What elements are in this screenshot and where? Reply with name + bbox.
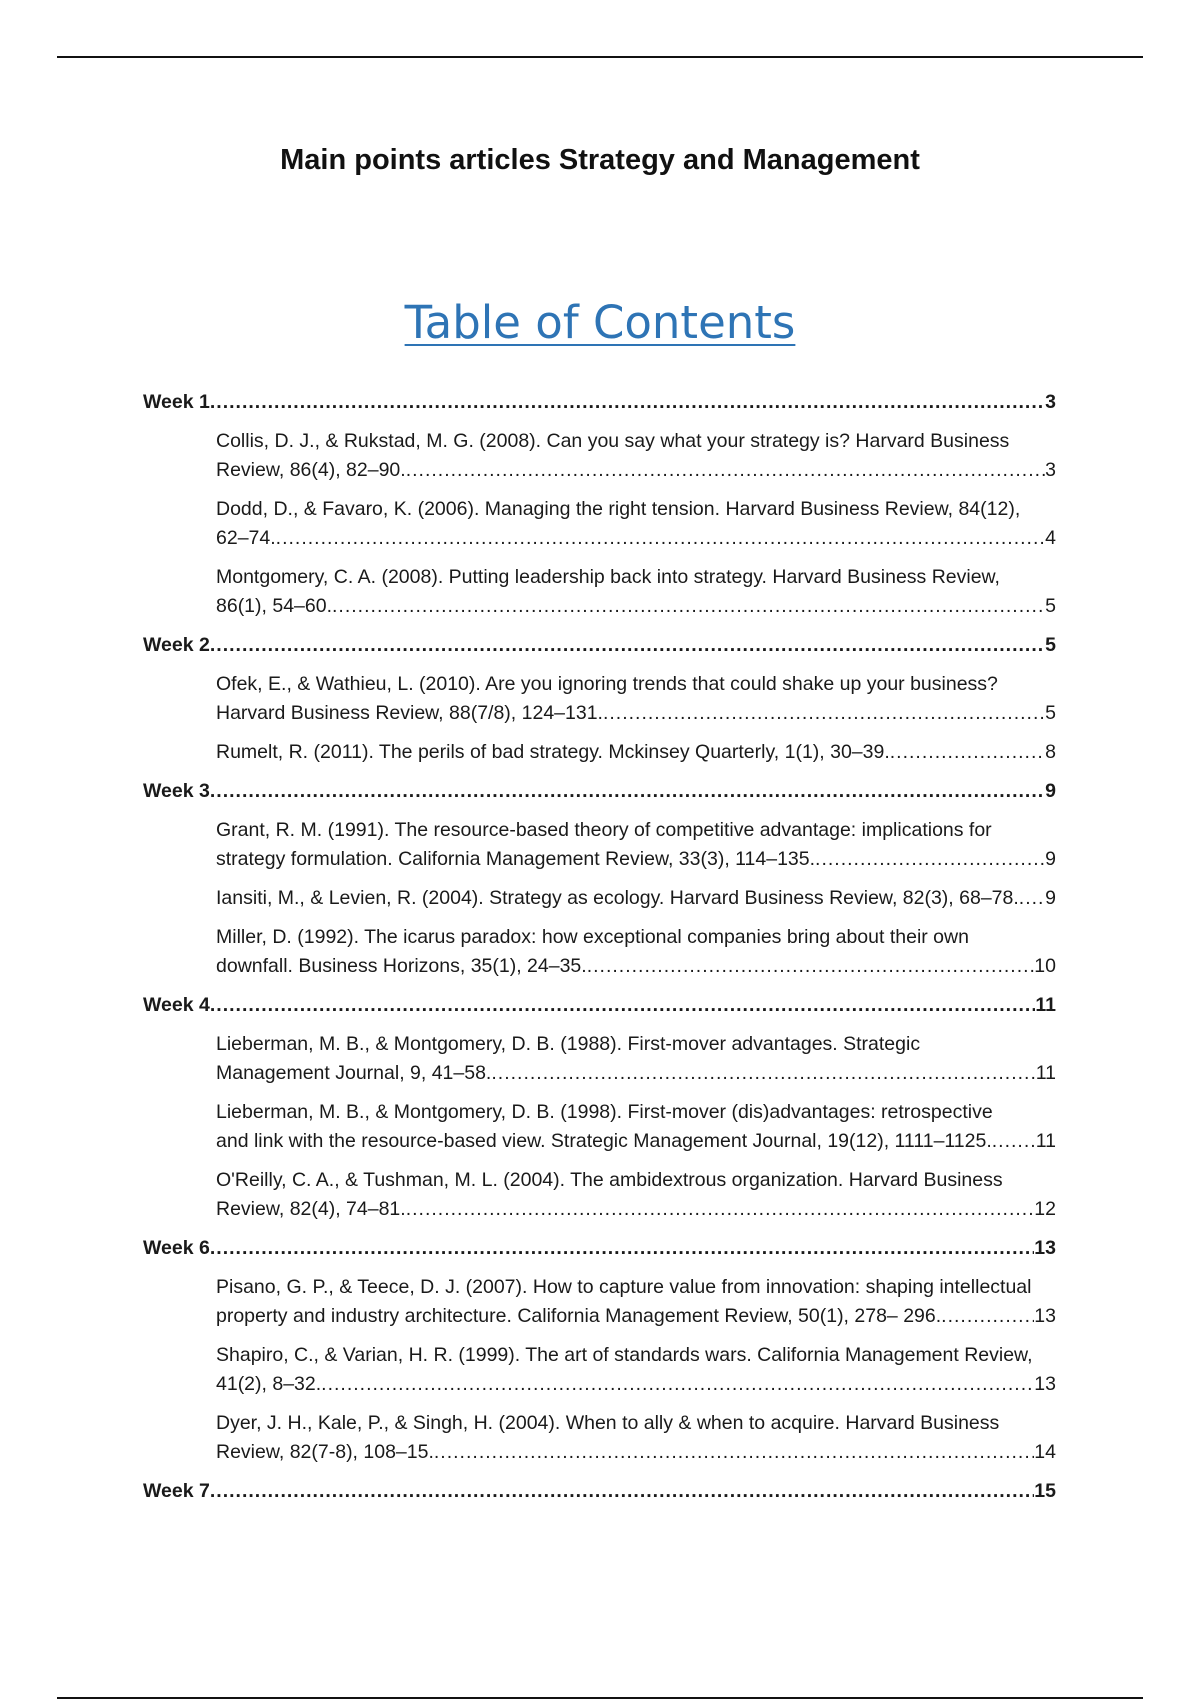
toc-line [216, 1195, 1056, 1224]
toc-line [143, 777, 1056, 806]
toc-page-number: 9 [1045, 887, 1056, 909]
toc-page-number: 13 [1034, 1305, 1056, 1327]
toc-page-number: 9 [1045, 848, 1056, 870]
toc-line [143, 631, 1056, 660]
footer-rule [57, 1697, 1143, 1699]
toc-line [216, 1438, 1056, 1467]
toc-article-entry[interactable] [143, 427, 1056, 485]
toc-article-entry[interactable] [143, 1273, 1056, 1331]
toc-page-number: 13 [1034, 1373, 1056, 1395]
toc-page-number: 11 [1035, 1130, 1056, 1152]
toc-week-entry[interactable] [143, 631, 1056, 660]
toc-article-entry[interactable] [143, 816, 1056, 874]
toc-article-citation: Review, 86(4), 82–90. [216, 459, 406, 481]
toc-article-title-line: Dodd, D., & Favaro, K. (2006). Managing the right tension. Harvard Business Review, 84(12), [216, 498, 1021, 520]
toc-week-entry[interactable] [143, 777, 1056, 806]
toc-article-citation: 86(1), 54–60. [216, 595, 333, 617]
toc-page-number: 5 [1045, 634, 1056, 656]
toc-article-citation: downfall. Business Horizons, 35(1), 24–35. [216, 955, 587, 977]
document-title: Main points articles Strategy and Management [280, 144, 920, 176]
toc-line [143, 991, 1056, 1020]
toc-page-number: 13 [1034, 1237, 1056, 1259]
toc-article-title-line: Collis, D. J., & Rukstad, M. G. (2008). Can you say what your strategy is? Harvard Business [216, 430, 1010, 452]
toc-leader-dots [210, 777, 1045, 806]
toc-page-number: 11 [1035, 1062, 1056, 1084]
toc-leader-dots [890, 738, 1045, 767]
toc-leader-dots [491, 1059, 1035, 1088]
toc-heading-text: Table of Contents [404, 296, 796, 349]
toc-line [143, 1234, 1056, 1263]
toc-page-number: 15 [1034, 1480, 1056, 1502]
toc-week-label: Week 4 [143, 994, 210, 1016]
toc-article-citation: 62–74. [216, 527, 276, 549]
toc-leader-dots [815, 845, 1045, 874]
toc-article-citation: 41(2), 8–32. [216, 1373, 322, 1395]
toc-heading[interactable] [0, 296, 1200, 349]
toc-article-title-line: O'Reilly, C. A., & Tushman, M. L. (2004). The ambidextrous organization. Harvard Business [216, 1169, 1003, 1191]
toc-line [216, 952, 1056, 981]
toc-article-title-line: Montgomery, C. A. (2008). Putting leadership back into strategy. Harvard Business Review, [216, 566, 1000, 588]
toc-line [143, 1477, 1056, 1506]
toc-article-title-line: Ofek, E., & Wathieu, L. (2010). Are you ignoring trends that could shake up your business? [216, 673, 998, 695]
toc-leader-dots [1019, 884, 1045, 913]
toc-leader-dots [276, 524, 1045, 553]
toc-line [216, 592, 1056, 621]
toc-page-number: 3 [1045, 459, 1056, 481]
toc-line [216, 524, 1056, 553]
toc-page-number: 14 [1034, 1441, 1056, 1463]
toc-page-number: 12 [1034, 1198, 1056, 1220]
toc-article-entry[interactable] [143, 1166, 1056, 1224]
toc-line [216, 1370, 1056, 1399]
toc-article-entry[interactable] [143, 1341, 1056, 1399]
toc-article-entry[interactable] [143, 1098, 1056, 1156]
toc-article-entry[interactable] [143, 1030, 1056, 1088]
toc-page-number: 3 [1045, 391, 1056, 413]
toc-article-title-line: Lieberman, M. B., & Montgomery, D. B. (1998). First-mover (dis)advantages: retrospective [216, 1101, 993, 1123]
toc-leader-dots [210, 388, 1045, 417]
toc-article-citation: Rumelt, R. (2011). The perils of bad strategy. Mckinsey Quarterly, 1(1), 30–39. [216, 741, 890, 763]
toc-line [216, 845, 1056, 874]
toc-leader-dots [321, 1370, 1034, 1399]
toc-article-citation: Iansiti, M., & Levien, R. (2004). Strategy as ecology. Harvard Business Review, 82(3), 68–78. [216, 887, 1019, 909]
toc-line [216, 884, 1056, 913]
toc-line [143, 388, 1056, 417]
toc-article-citation: property and industry architecture. California Management Review, 50(1), 278– 296. [216, 1305, 942, 1327]
toc-leader-dots [587, 952, 1035, 981]
toc-week-label: Week 3 [143, 780, 210, 802]
toc-article-citation: Harvard Business Review, 88(7/8), 124–131. [216, 702, 603, 724]
toc-article-title-line: Pisano, G. P., & Teece, D. J. (2007). How to capture value from innovation: shaping intellectual [216, 1276, 1032, 1298]
toc-line [216, 738, 1056, 767]
toc-page-number: 8 [1045, 741, 1056, 763]
header-rule [57, 56, 1143, 58]
toc-article-title-line: Miller, D. (1992). The icarus paradox: how exceptional companies bring about their own [216, 926, 969, 948]
toc-week-entry[interactable] [143, 991, 1056, 1020]
toc-line [216, 699, 1056, 728]
toc-page-number: 5 [1045, 595, 1056, 617]
toc-week-entry[interactable] [143, 388, 1056, 417]
toc-week-entry[interactable] [143, 1234, 1056, 1263]
toc-leader-dots [406, 456, 1045, 485]
toc-article-entry[interactable] [143, 923, 1056, 981]
toc-leader-dots [210, 991, 1036, 1020]
toc-page-number: 11 [1035, 994, 1056, 1016]
toc-week-label: Week 1 [143, 391, 210, 413]
toc-leader-dots [941, 1302, 1034, 1331]
toc-page-number: 5 [1045, 702, 1056, 724]
toc-article-title-line: Grant, R. M. (1991). The resource-based theory of competitive advantage: implications for [216, 819, 992, 841]
toc-article-citation: Management Journal, 9, 41–58. [216, 1062, 492, 1084]
toc-line [216, 456, 1056, 485]
toc-line [216, 1302, 1056, 1331]
toc-leader-dots [210, 631, 1045, 660]
toc-page-number: 10 [1034, 955, 1056, 977]
toc-week-label: Week 2 [143, 634, 210, 656]
toc-leader-dots [332, 592, 1045, 621]
toc-leader-dots [434, 1438, 1034, 1467]
toc-line [216, 1059, 1056, 1088]
toc-article-title-line: Dyer, J. H., Kale, P., & Singh, H. (2004). When to ally & when to acquire. Harvard Business [216, 1412, 1000, 1434]
toc-article-entry[interactable] [143, 495, 1056, 553]
toc-page-number: 4 [1045, 527, 1056, 549]
toc-leader-dots [210, 1234, 1034, 1263]
toc-leader-dots [603, 699, 1045, 728]
toc-article-citation: Review, 82(4), 74–81. [216, 1198, 406, 1220]
toc-leader-dots [406, 1195, 1035, 1224]
toc-page-number: 9 [1045, 780, 1056, 802]
toc-article-title-line: Shapiro, C., & Varian, H. R. (1999). The art of standards wars. California Management Review, [216, 1344, 1033, 1366]
toc-article-entry[interactable] [143, 738, 1056, 767]
toc-week-entry[interactable] [143, 1477, 1056, 1506]
toc-article-entry[interactable] [143, 1409, 1056, 1467]
toc-leader-dots [992, 1127, 1036, 1156]
toc-article-entry[interactable] [143, 884, 1056, 913]
toc-article-citation: Review, 82(7-8), 108–15. [216, 1441, 434, 1463]
toc-week-label: Week 6 [143, 1237, 210, 1259]
toc-line [216, 1127, 1056, 1156]
toc-week-label: Week 7 [143, 1480, 210, 1502]
table-of-contents [143, 388, 1056, 1516]
toc-article-title-line: Lieberman, M. B., & Montgomery, D. B. (1988). First-mover advantages. Strategic [216, 1033, 921, 1055]
toc-article-citation: and link with the resource-based view. Strategic Management Journal, 19(12), 1111–1125. [216, 1130, 992, 1152]
toc-article-entry[interactable] [143, 670, 1056, 728]
toc-article-entry[interactable] [143, 563, 1056, 621]
toc-leader-dots [210, 1477, 1034, 1506]
toc-article-citation: strategy formulation. California Management Review, 33(3), 114–135. [216, 848, 816, 870]
